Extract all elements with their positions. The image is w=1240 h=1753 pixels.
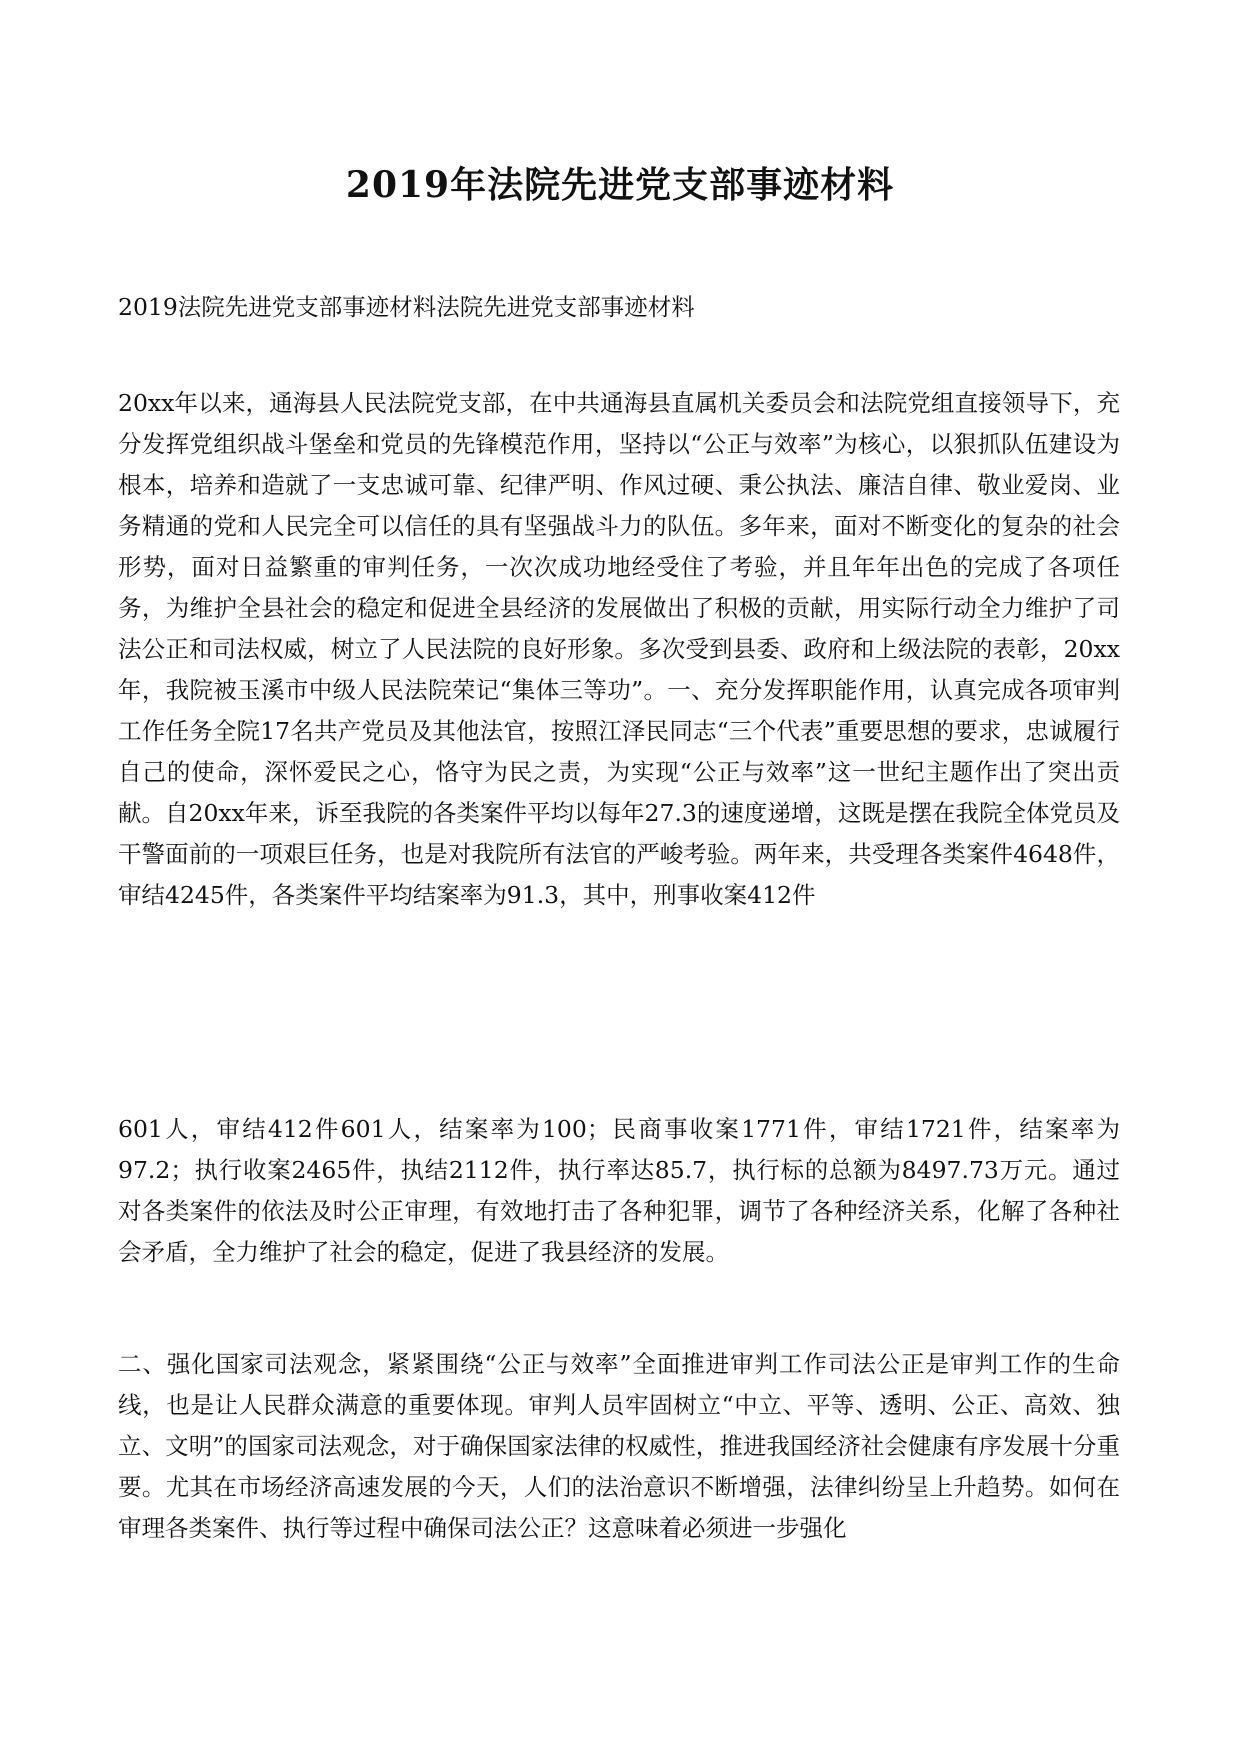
paragraph-2: 601人，审结412件601人，结案率为100；民商事收案1771件，审结1721件，结案率为97.2；执行收案2465件，执结2112件，执行率达85.7，执行标的总额为8497.73万元。通过对各类案件的依法及时公正审理，有效地打击了各种犯罪，调节了各种经济关系，化解了各种社会矛盾，全力维护了社会的稳定，促进了我县经济的发展。 (118, 1115, 1120, 1266)
paragraph-3: 二、强化国家司法观念，紧紧围绕“公正与效率”全面推进审判工作司法公正是审判工作的生命线，也是让人民群众满意的重要体现。审判人员牢固树立“中立、平等、透明、公正、高效、独立、文明”的国家司法观念，对于确保国家法律的权威性，推进我国经济社会健康有序发展十分重要。尤其在市场经济高速发展的今天，人们的法治意识不断增强，法律纠纷呈上升趋势。如何在审理各类案件、执行等过程中确保司法公正？这意味着必须进一步强化 (118, 1350, 1120, 1542)
document-title: 2019年法院先进党支部事迹材料 (345, 164, 895, 206)
document-subtitle: 2019法院先进党支部事迹材料法院先进党支部事迹材料 (118, 293, 695, 321)
paragraph-1: 20xx年以来，通海县人民法院党支部，在中共通海县直属机关委员会和法院党组直接领导下，充分发挥党组织战斗堡垒和党员的先锋模范作用，坚持以“公正与效率”为核心，以狠抓队伍建设为根本，培养和造就了一支忠诚可靠、纪律严明、作风过硬、秉公执法、廉洁自律、敬业爱岗、业务精通的党和人民完全可以信任的具有坚强战斗力的队伍。多年来，面对不断变化的复杂的社会形势，面对日益繁重的审判任务，一次次成功地经受住了考验，并且年年出色的完成了各项任务，为维护全县社会的稳定和促进全县经济的发展做出了积极的贡献，用实际行动全力维护了司法公正和司法权威，树立了人民法院的良好形象。多次受到县委、政府和上级法院的表彰，20xx年，我院被玉溪市中级人民法院荣记“集体三等功”。一、充分发挥职能作用，认真完成各项审判工作任务全院17名共产党员及其他法官，按照江泽民同志“三个代表”重要思想的要求，忠诚履行自己的使命，深怀爱民之心，恪守为民之责，为实现“公正与效率”这一世纪主题作出了突出贡献。自20xx年来，诉至我院的各类案件平均以每年27.3的速度递增，这既是摆在我院全体党员及干警面前的一项艰巨任务，也是对我院所有法官的严峻考验。两年来，共受理各类案件4648件，审结4245件，各类案件平均结案率为91.3，其中，刑事收案412件 (118, 389, 1120, 909)
